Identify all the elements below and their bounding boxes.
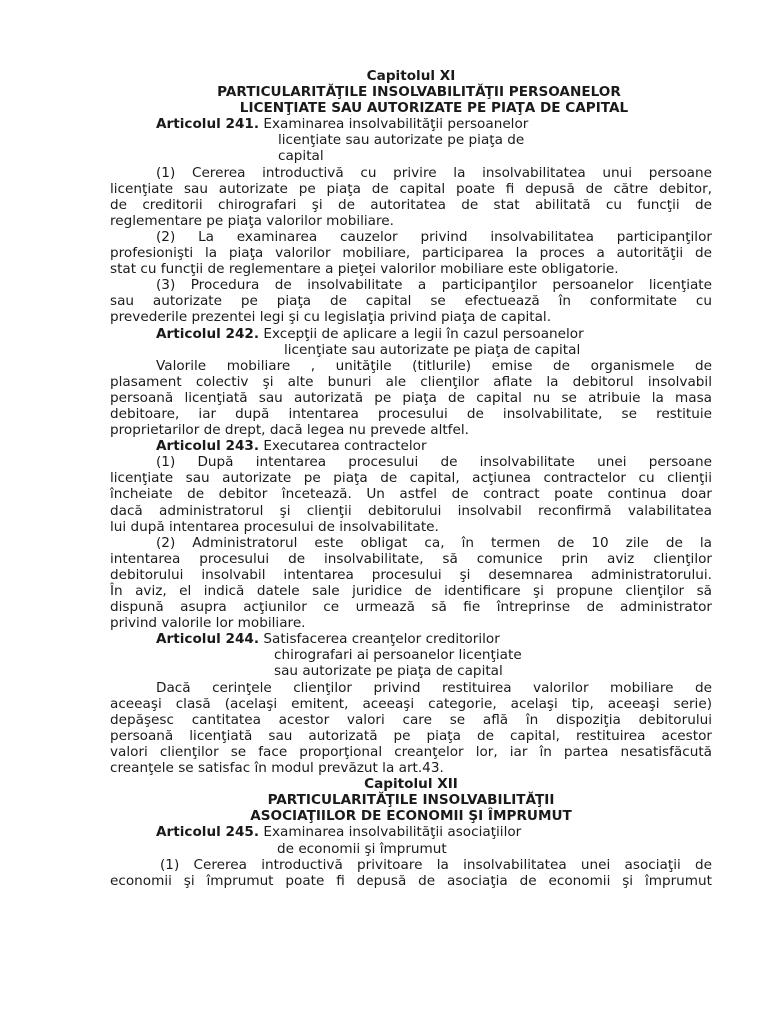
chapter-xii-subtitle-2: ASOCIAŢIILOR DE ECONOMII ŞI ÎMPRUMUT <box>250 808 572 825</box>
art241-p3-line-1: (3) Procedura de insolvabilitate a participanţilor persoanelor licenţiate <box>156 277 712 294</box>
art243-p2-line-3: debitorului insolvabil intentarea procesului şi desemnarea administratorului. <box>110 566 712 583</box>
art245-p1-line-2: economii şi împrumut poate fi depusă de asociaţia de economii şi împrumut <box>110 872 712 889</box>
art244-p1-line-1: Dacă cerinţele clienţilor privind restituirea valorilor mobiliare de <box>156 679 712 696</box>
article-244-heading <box>110 631 712 647</box>
art243-p2-line-2: intentarea procesului de insolvabilitate, să comunice prin aviz clienţilor <box>110 550 712 567</box>
art241-p2-line-1: (2) La examinarea cauzelor privind insolvabilitatea participanţilor <box>156 228 712 245</box>
art244-p1-line-5: valori clienţilor se face proporţional creanţelor lor, iar în partea nesatisfăcută <box>110 743 712 760</box>
art243-p1-line-4: dacă administratorul şi clienţii debitorului insolvabil reconfirmă valabilitatea <box>110 502 712 519</box>
art241-p2-line-3: stat cu funcţii de reglementare a pieţei valorilor mobiliare este obligatorie. <box>110 261 619 278</box>
art242-p1-line-2: plasament colectiv şi alte bunuri ale clienţilor aflate la debitorul insolvabil <box>110 373 712 390</box>
art244-p1-line-2: aceeaşi clasă (acelaşi emitent, aceeaşi categorie, acelaşi tip, aceeaşi serie) <box>110 695 712 712</box>
article-245-title-1: Examinarea insolvabilităţii asociaţiilor <box>263 824 522 841</box>
art241-p1-line-3: de creditorii chirografari şi de autoritatea de stat abilitată cu funcţii de <box>110 196 712 213</box>
chapter-xi-subtitle-1: PARTICULARITĂŢILE INSOLVABILITĂŢII PERSOANELOR <box>217 84 621 101</box>
article-243-title-1: Executarea contractelor <box>263 438 427 455</box>
article-242-heading <box>110 326 712 342</box>
article-241-title-2: licenţiate sau autorizate pe piaţa de <box>278 132 525 149</box>
art243-p2-line-4: În aviz, el indică datele sale juridice de identificare şi propune clienţilor să <box>110 583 712 599</box>
article-241-title-1: Examinarea insolvabilităţii persoanelor <box>263 116 529 133</box>
art243-p2-line-1: (2) Administratorul este obligat ca, în termen de 10 zile de la <box>156 534 712 551</box>
article-244-title-2: chirografari ai persoanelor licenţiate <box>274 647 522 664</box>
article-244-label: Articolul 244. <box>156 631 260 648</box>
art241-p1-line-1: (1) Cererea introductivă cu privire la insolvabilitatea unui persoane <box>156 164 712 181</box>
art243-p2-line-5: dispună asupra acţiunilor ce urmează să fie întreprinse de administrator <box>110 599 712 616</box>
art244-p1-line-6: creanţele se satisfac în modul prevăzut la art.43. <box>110 760 444 777</box>
article-241-title-3: capital <box>278 148 324 165</box>
art243-p1-line-1: (1) După intentarea procesului de insolvabilitate unei persoane <box>156 454 712 471</box>
art242-p1-line-1: Valorile mobiliare , unităţile (titlurile) emise de organismele de <box>156 357 712 374</box>
article-245-label: Articolul 245. <box>156 824 260 841</box>
art241-p1-line-2: licenţiate sau autorizate pe piaţa de capital poate fi depusă de către debitor, <box>110 180 712 197</box>
article-242-title-2: licenţiate sau autorizate pe piaţa de capital <box>284 341 581 358</box>
article-243-heading <box>110 438 712 454</box>
art243-p1-line-2: licenţiate sau autorizate pe piaţa de capital, acţiunea contractelor cu clienţii <box>110 470 712 487</box>
article-241-label: Articolul 241. <box>156 116 260 133</box>
art243-p1-line-3: încheiate de debitor încetează. Un astfel de contract poate continua doar <box>110 486 712 503</box>
article-244-title-1: Satisfacerea creanţelor creditorilor <box>263 631 500 648</box>
art241-p3-line-3: prevederile prezentei legi şi cu legislaţia privind piaţa de capital. <box>110 309 552 326</box>
art242-p1-line-3: persoană licenţiată sau autorizată pe piaţa de capital nu se atribuie la masa <box>110 389 712 406</box>
art241-p2-line-2: profesionişti la piaţa valorilor mobiliare, participarea la proces a autorităţii de <box>110 245 712 262</box>
article-241-heading <box>110 116 712 132</box>
art241-p3-line-2: sau autorizate pe piaţa de capital se efectuează în conformitate cu <box>110 293 712 310</box>
art245-p1-line-1: (1) Cererea introductivă privitoare la insolvabilitatea unei asociaţii de <box>160 856 712 873</box>
chapter-xi-subtitle-2: LICENŢIATE SAU AUTORIZATE PE PIAŢA DE CAPITAL <box>239 100 629 117</box>
art242-p1-line-5: proprietarilor de drept, dacă legea nu prevede altfel. <box>110 422 469 439</box>
article-242-title-1: Excepţii de aplicare a legii în cazul persoanelor <box>263 325 584 342</box>
art244-p1-line-3: depăşesc cantitatea acestor valori care se află în dispoziţia debitorului <box>110 711 712 728</box>
article-245-title-2: de economii şi împrumut <box>277 840 447 857</box>
art241-p1-line-4: reglementare pe piaţa valorilor mobiliare. <box>110 212 394 229</box>
art244-p1-line-4: persoană licenţiată sau autorizată pe piaţa de capital, restituirea acestor <box>110 727 712 744</box>
art243-p1-line-5: lui după intentarea procesului de insolvabilitate. <box>110 518 439 535</box>
document-page <box>110 68 712 889</box>
article-243-label: Articolul 243. <box>156 438 260 455</box>
article-242-label: Articolul 242. <box>156 325 260 342</box>
chapter-xi-title: Capitolul XI <box>366 68 456 84</box>
chapter-xii-title: Capitolul XII <box>364 776 458 793</box>
article-244-title-3: sau autorizate pe piaţa de capital <box>274 663 503 680</box>
art242-p1-line-4: debitoare, iar după intentarea procesului de insolvabilitate, se restituie <box>110 405 712 422</box>
art243-p2-line-6: privind valorile lor mobiliare. <box>110 615 306 632</box>
chapter-xii-subtitle-1: PARTICULARITĂŢILE INSOLVABILITĂŢII <box>267 792 555 809</box>
article-245-heading <box>110 824 712 840</box>
